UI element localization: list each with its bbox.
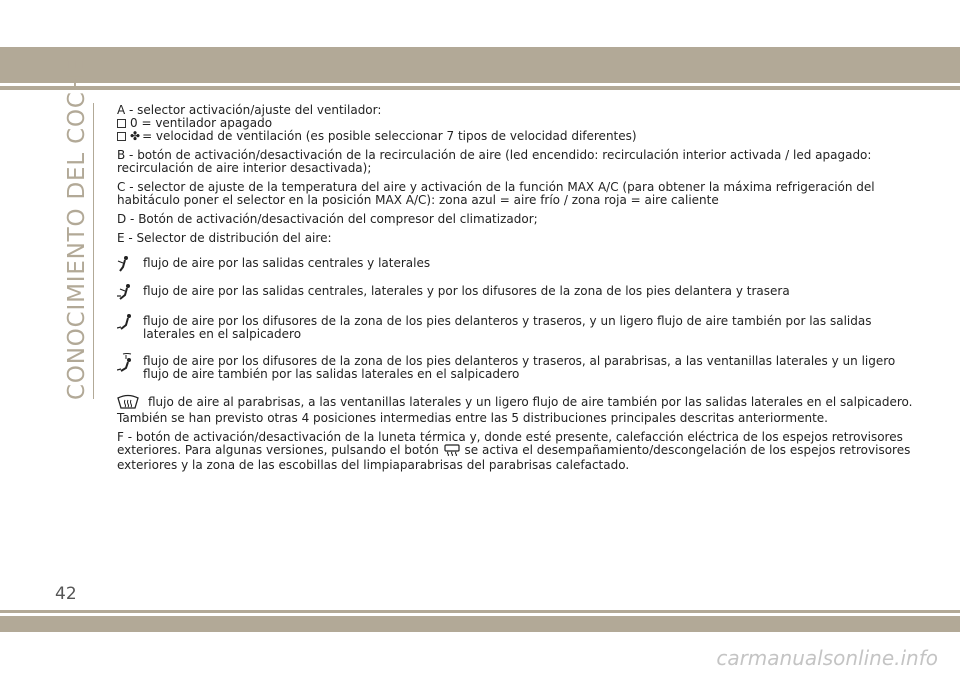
distribution-4-text: flujo de aire por los difusores de la zona de los pies delanteros y traseros, al parabrisas, a las ventanillas laterales y un ligero flujo de aire también por las salidas laterales en el salpicadero — [143, 354, 896, 381]
distribution-4 — [117, 353, 917, 381]
item-a-bullet-1-text: 0 = ventilador apagado — [130, 116, 273, 130]
header-band — [0, 47, 960, 83]
item-f — [117, 431, 917, 472]
distribution-3 — [117, 313, 917, 341]
header-rule — [0, 86, 960, 90]
distribution-5-text: flujo de aire al parabrisas, a las ventanillas laterales y un ligero flujo de aire también por las salidas laterales en el salpicadero. — [148, 395, 913, 409]
item-a-bullet-2 — [117, 130, 917, 143]
item-e-extra: También se han previsto otras 4 posiciones intermedias entre las 5 distribuciones principales descritas anteriormente. — [117, 411, 828, 425]
windshield-defrost-icon — [117, 394, 148, 412]
distribution-5 — [117, 394, 917, 412]
main-content — [117, 104, 917, 472]
item-e-title: E - Selector de distribución del aire: — [117, 231, 332, 245]
side-rule — [93, 103, 94, 399]
footer-rule — [0, 610, 960, 613]
item-c: C - selector de ajuste de la temperatura del aire y activación de la función MAX A/C (para obtener la máxima refrigeración del habitáculo poner el selector en la posición MAX A/C): zona azul = aire frío / zona roja = aire caliente — [117, 180, 875, 207]
distribution-1 — [117, 255, 917, 273]
item-a-bullet-2-text: = velocidad de ventilación (es posible seleccionar 7 tipos de velocidad diferentes) — [142, 129, 637, 143]
item-f-text-1: F - botón de activación/desactivación de la luneta térmica y, donde esté presente, calefacción eléctrica de los espejos retrovisores exteriores. Para algunas versiones, pulsando el botón — [117, 430, 903, 457]
checkbox-bullet-icon — [117, 132, 126, 141]
item-d: D - Botón de activación/desactivación del compresor del climatizador; — [117, 212, 538, 226]
distribution-2 — [117, 283, 917, 301]
checkbox-bullet-icon — [117, 119, 126, 128]
distribution-3-text: flujo de aire por los difusores de la zona de los pies delanteros y traseros, y un ligero flujo de aire también por las salidas laterales en el salpicadero — [143, 314, 872, 341]
rear-defrost-icon — [444, 444, 460, 459]
airflow-face-icon — [117, 255, 143, 273]
distribution-1-text: flujo de aire por las salidas centrales y laterales — [143, 256, 431, 270]
section-title: CONOCIMIENTO DEL COCHE — [64, 57, 90, 400]
item-b: B - botón de activación/desactivación de la recirculación de aire (led encendido: recirculación interior activada / led apagado: recirculación de aire interior desactivada); — [117, 148, 872, 175]
item-a-title: A - selector activación/ajuste del ventilador: — [117, 103, 382, 117]
distribution-2-text: flujo de aire por las salidas centrales, laterales y por los difusores de la zona de los pies delantera y trasera — [143, 284, 790, 298]
fan-icon: ✤ — [130, 129, 141, 143]
airflow-feet-icon — [117, 313, 143, 331]
airflow-feet-windshield-icon — [117, 353, 143, 371]
item-f-text-2: se activa el desempañamiento/descongelación de los espejos retrovisores exteriores y la zona de las escobillas del limpiaparabrisas del parabrisas calefactado. — [117, 443, 911, 472]
watermark: carmanualsonline.info — [716, 646, 938, 670]
airflow-face-feet-icon — [117, 283, 143, 301]
page-number: 42 — [55, 584, 77, 604]
footer-band — [0, 616, 960, 632]
